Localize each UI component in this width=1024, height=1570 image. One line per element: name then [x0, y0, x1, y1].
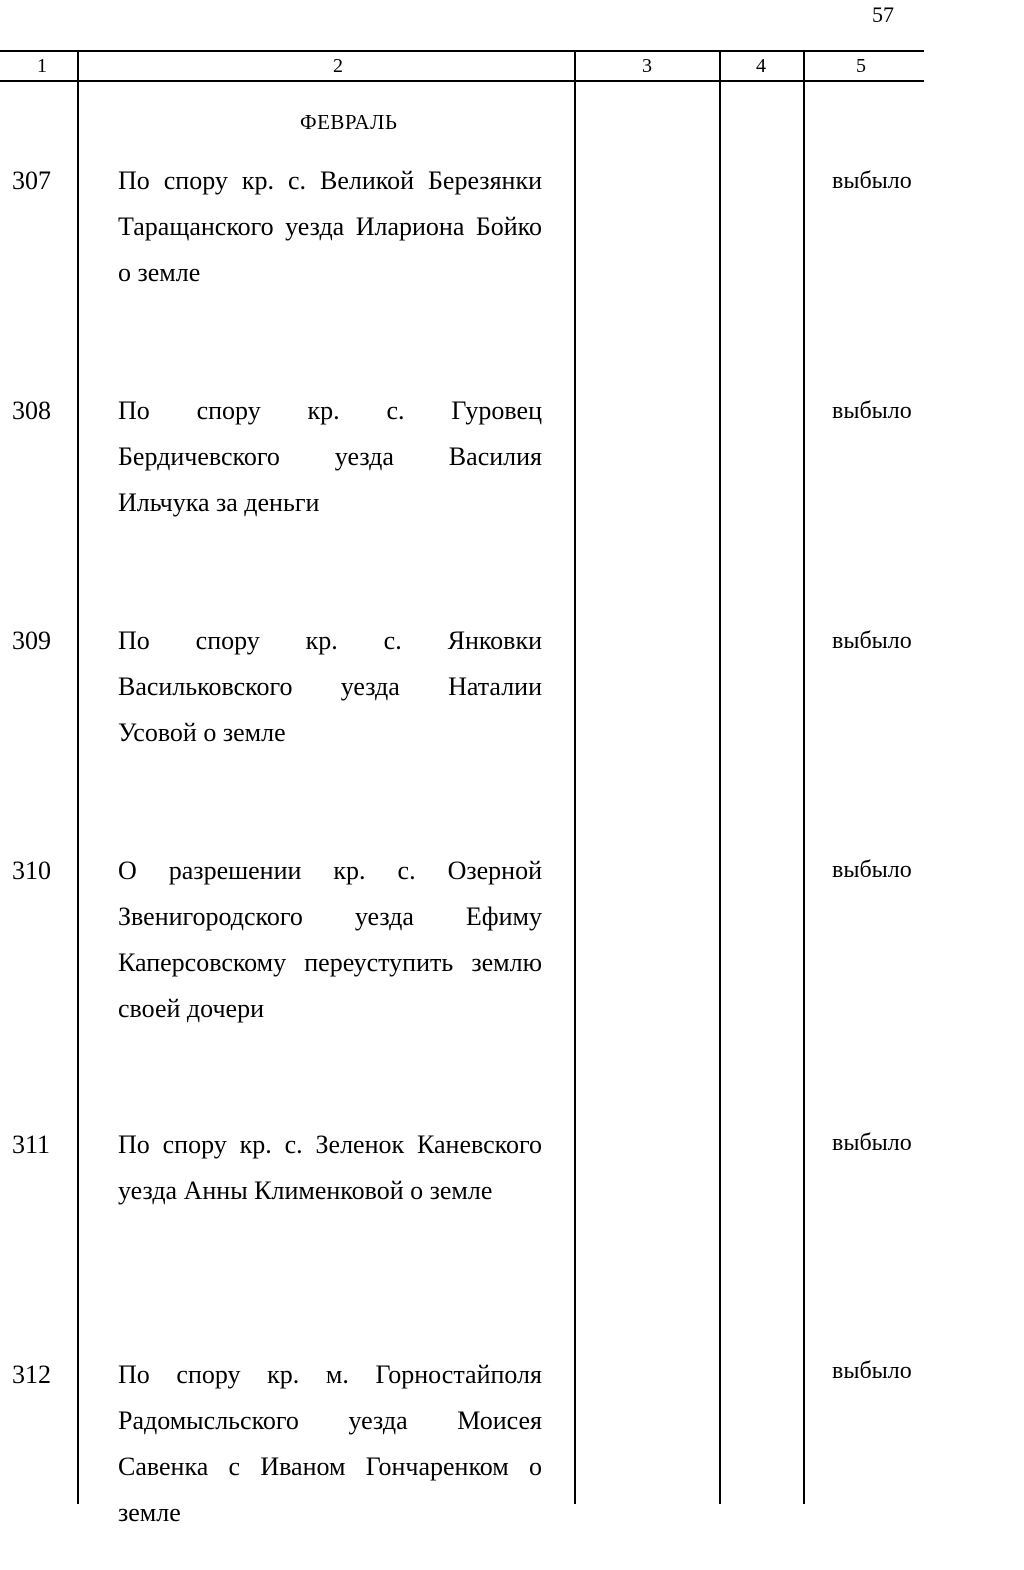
row-status: выбыло	[832, 628, 912, 654]
row-status: выбыло	[832, 1130, 912, 1156]
column-header-3: 3	[642, 55, 652, 77]
row-status: выбыло	[832, 1358, 912, 1384]
column-divider-1	[77, 52, 79, 1504]
row-number: 308	[12, 396, 51, 425]
column-header-2: 2	[333, 55, 343, 77]
column-divider-4	[803, 52, 805, 1504]
row-description: По спору кр. с. Гуровец Бердичевского уезда Василия Ильчука за деньги	[118, 396, 542, 517]
row-status: выбыло	[832, 168, 912, 194]
row-number: 312	[12, 1360, 51, 1389]
row-description: По спору кр. с. Зеленок Каневского уезда Анны Клименковой о земле	[118, 1130, 542, 1205]
column-header-5: 5	[856, 55, 866, 77]
row-status: выбыло	[832, 398, 912, 424]
row-number: 311	[12, 1130, 51, 1159]
table-top-rule	[0, 50, 924, 52]
table-header-rule	[0, 80, 924, 82]
row-number: 309	[12, 626, 51, 655]
page-number: 57	[872, 2, 894, 27]
row-description: О разрешении кр. с. Озерной Звенигородского уезда Ефиму Каперсовскому переуступить землю своей дочери	[118, 856, 542, 1023]
row-number: 307	[12, 166, 51, 195]
column-divider-2	[574, 52, 576, 1504]
row-status: выбыло	[832, 857, 912, 883]
column-header-1: 1	[37, 55, 47, 77]
row-description: По спору кр. м. Горностайполя Радомысльского уезда Моисея Савенка с Иваном Гончаренком о земле	[118, 1360, 542, 1527]
column-divider-3	[719, 52, 721, 1504]
column-header-4: 4	[756, 55, 766, 77]
row-description: По спору кр. с. Янковки Васильковского уезда Наталии Усовой о земле	[118, 626, 542, 747]
row-number: 310	[12, 856, 51, 885]
row-description: По спору кр. с. Великой Березянки Таращанского уезда Илариона Бойко о земле	[118, 166, 542, 287]
section-title: ФЕВРАЛЬ	[300, 110, 398, 134]
